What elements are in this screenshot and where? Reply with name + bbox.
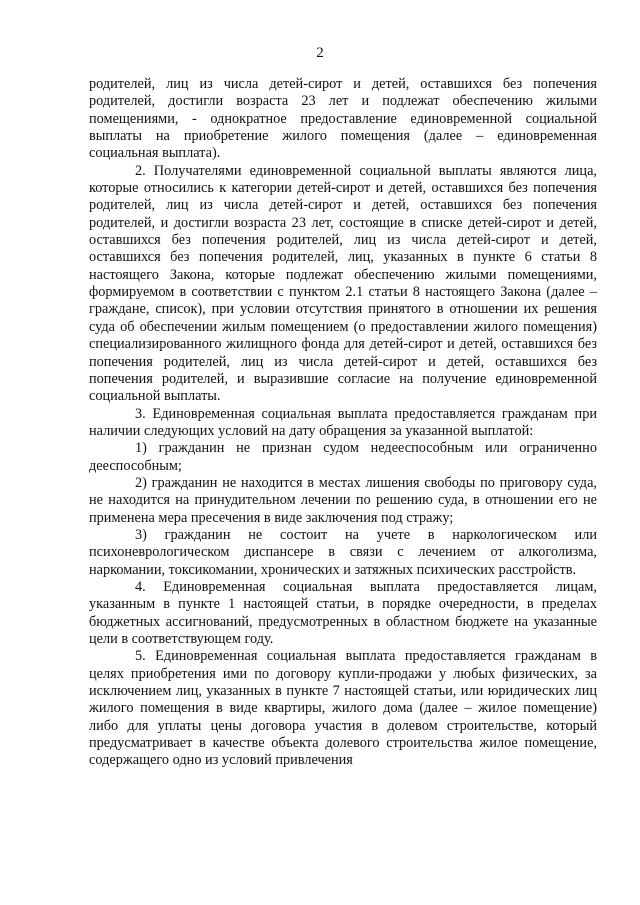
list-item: 2) гражданин не находится в местах лишения свободы по приговору суда, не находится на принудительном лечении по решению суда, в отношении его не применена мера пресечения в виде заключения под стражу; <box>89 474 597 526</box>
paragraph: 4. Единовременная социальная выплата предоставляется лицам, указанным в пункте 1 настоящей статьи, в порядке очередности, в пределах бюджетных ассигнований, предусмотренных в областном бюджете на указанные цели в соответствующем году. <box>89 578 597 647</box>
paragraph: 5. Единовременная социальная выплата предоставляется гражданам в целях приобретения ими по договору купли-продажи у любых физических, за исключением лиц, указанных в пункте 7 настоящей статьи, или юридических лиц жилого помещения в виде квартиры, жилого дома (далее – жилое помещение) либо для уплаты цены договора участия в долевом строительстве, который предусматривает в качестве объекта долевого строительства жилое помещение, содержащего одно из условий привлечения <box>89 648 597 769</box>
list-item: 1) гражданин не признан судом недееспособным или ограниченно дееспособным; <box>89 440 597 474</box>
paragraph: 2. Получателями единовременной социальной выплаты являются лица, которые относились к категории детей-сирот и детей, оставшихся без попечения родителей, лиц из числа детей-сирот и детей, оставшихся без попечения родителей, и достигли возраста 23 лет, состоящие в списке детей-сирот и детей, оставшихся без попечения родителей, лиц из числа детей-сирот и детей, оставшихся без попечения родителей, лиц, указанных в пункте 6 статьи 8 настоящего Закона, которые подлежат обеспечению жилыми помещениями, формируемом в соответствии с пунктом 2.1 статьи 8 настоящего Закона (далее – граждане, список), при условии отсутствия принятого в отношении их решения суда об обеспечении жилым помещением (о предоставлении жилого помещения) специализированного жилищного фонда для детей-сирот и детей, оставшихся без попечения родителей, лиц из числа детей-сирот и детей, оставшихся без попечения родителей, и выразившие согласие на получение единовременной социальной выплаты. <box>89 162 597 405</box>
list-item: 3) гражданин не состоит на учете в наркологическом или психоневрологическом диспансере в связи с лечением от алкоголизма, наркомании, токсикомании, хронических и затяжных психических расстройств. <box>89 526 597 578</box>
paragraph: родителей, лиц из числа детей-сирот и детей, оставшихся без попечения родителей, достигли возраста 23 лет и подлежат обеспечению жилыми помещениями, - однократное предоставление единовременной социальной выплаты на приобретение жилого помещения (далее – единовременная социальная выплата). <box>89 76 597 162</box>
document-body <box>89 76 597 770</box>
paragraph: 3. Единовременная социальная выплата предоставляется гражданам при наличии следующих условий на дату обращения за указанной выплатой: <box>89 405 597 439</box>
page-number: 2 <box>316 45 324 61</box>
